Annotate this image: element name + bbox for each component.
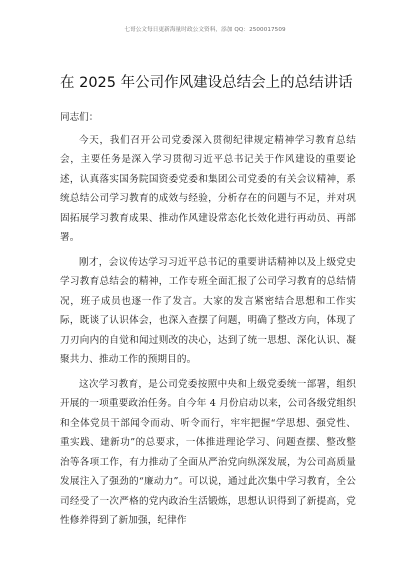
document-body [60,108,356,536]
salutation: 同志们： [60,112,99,123]
paragraph-3: 这次学习教育，是公司党委按照中央和上级党委统一部署，组织开展的一项重要政治任务。自今年 4 月份启动以来，公司各级党组织和全体党员干部闻令而动、听令而行，牢牢把握“学思想、强党性、重实践、建新功”的总要求，一体推进理论学习、问题查摆、整改整治等各项工作，有力推动了全面从严治党向纵深发展，为公司高质量发展注入了强劲的“廉动力”。可以说，通过此次集中学习教育，全公司经受了一次严格的党内政治生活锻炼，思想认识得到了新提高，党性修养得到了新加强，纪律作 [60,378,356,526]
document-title: 在 2025 年公司作风建设总结会上的总结讲话 [60,75,353,91]
paragraph-2: 刚才，会议传达学习习近平总书记的重要讲话精神以及上级党史学习教育总结会的精神，工作专班全面汇报了公司学习教育的总结情况，班子成员也逐一作了发言。大家的发言紧密结合思想和工作实际，既谈了认识体会，也深入查摆了问题，明确了整改方向，体现了刀刃向内的自觉和闻过则改的决心，达到了统一思想、深化认识、凝聚共力、推动工作的预期目的。 [60,256,356,365]
paragraph-1: 今天，我们召开公司党委深入贯彻纪律规定精神学习教育总结会，主要任务是深入学习贯彻习近平总书记关于作风建设的重要论述，认真落实国务院国资委党委和集团公司党委的有关会议精神，系统总结公司学习教育的成效与经验，分析存在的问题与不足，并对巩固拓展学习教育成果、推动作风建设常态化长效化进行再动员、再部署。 [60,134,356,243]
header-note: 七哥公文每日更新海量时政公文资料，添加 QQ：2500017509 [124,27,286,33]
